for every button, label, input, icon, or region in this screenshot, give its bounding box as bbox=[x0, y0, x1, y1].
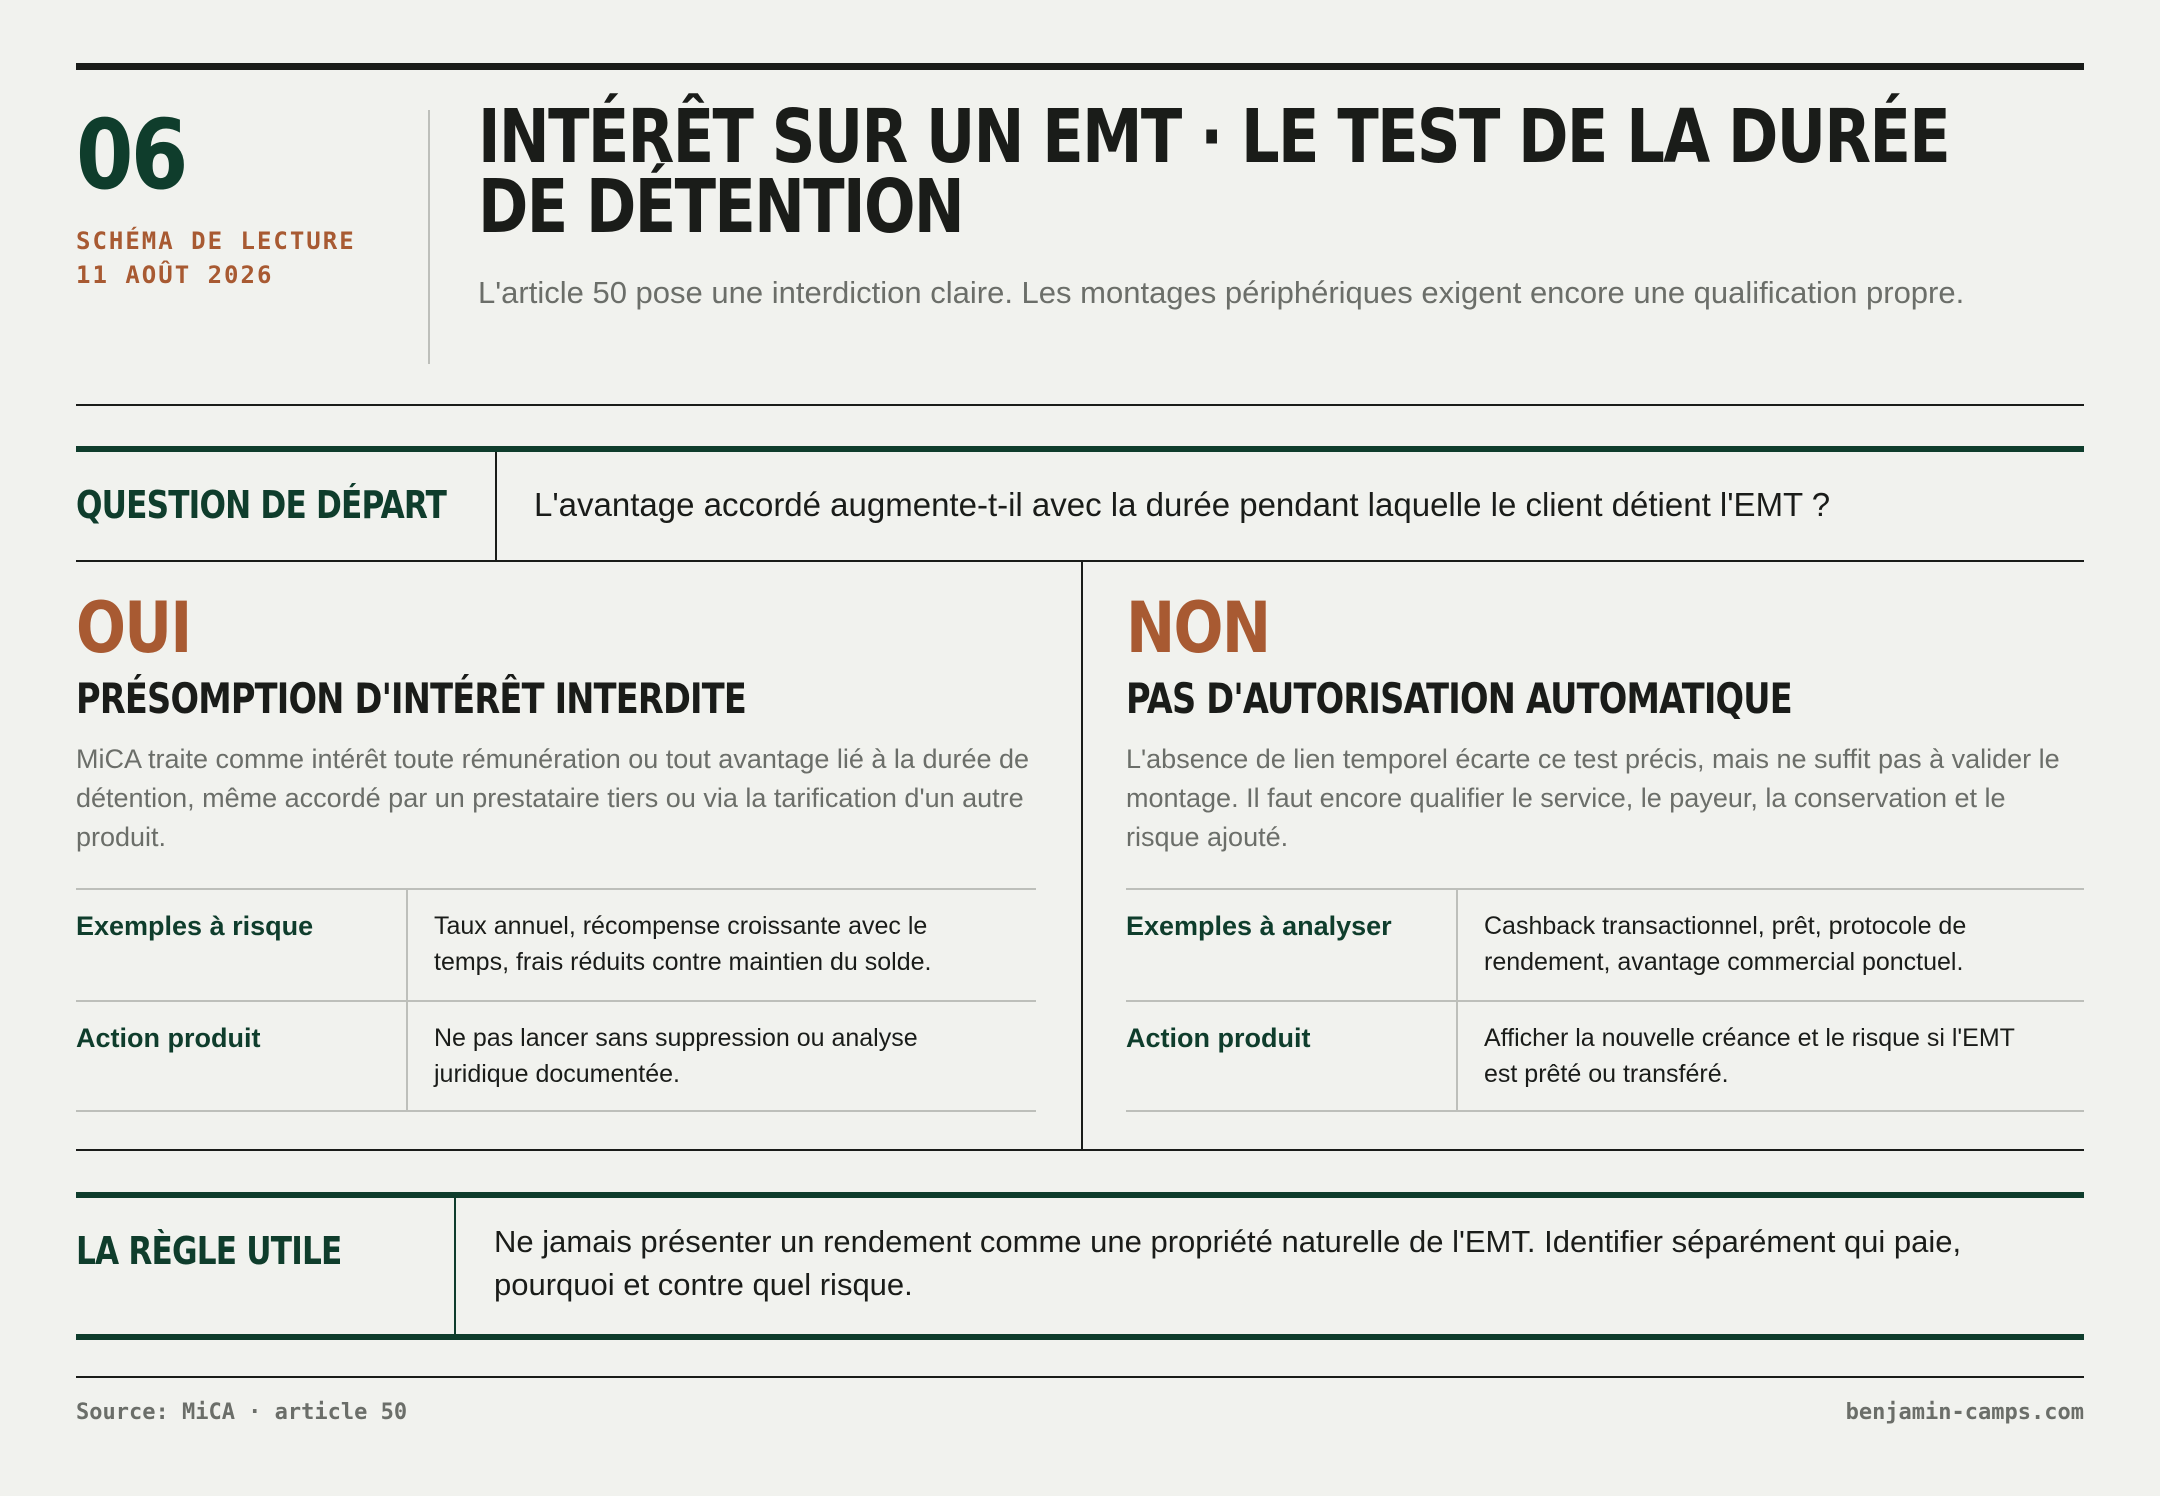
question-text: L'avantage accordé augmente-t-il avec la durée pendant laquelle le client détient l'EMT ? bbox=[534, 486, 1831, 523]
rule-top-rule bbox=[76, 1192, 2084, 1198]
row-key: Exemples à risque bbox=[76, 911, 314, 941]
row-separator bbox=[1456, 890, 1458, 1000]
verdict-yes: OUI bbox=[76, 587, 191, 669]
columns-bottom-rule bbox=[76, 1149, 2084, 1151]
header-divider bbox=[428, 110, 430, 364]
top-rule bbox=[76, 63, 2084, 70]
row-separator bbox=[406, 1002, 408, 1112]
question-block bbox=[76, 446, 2084, 562]
rule-block bbox=[76, 1192, 2084, 1340]
rule-text: Ne jamais présenter un rendement comme une propriété naturelle de l'EMT. Identifier séparément qui paie, pourquoi et contre quel risque. bbox=[494, 1224, 1962, 1302]
kicker bbox=[76, 224, 356, 292]
table-row bbox=[1126, 1000, 2084, 1112]
table-row bbox=[1126, 888, 2084, 1000]
row-value: Taux annuel, récompense croissante avec le temps, frais réduits contre maintien du solde. bbox=[434, 912, 932, 976]
column-yes bbox=[76, 560, 1036, 1150]
detail-table bbox=[76, 888, 1036, 1112]
site-link[interactable]: benjamin-camps.com bbox=[1845, 1400, 2084, 1425]
page-title: INTÉRÊT SUR UN EMT · LE TEST DE LA DURÉE DE DÉTENTION bbox=[478, 94, 1950, 250]
detail-table bbox=[1126, 888, 2084, 1112]
rule-label: LA RÈGLE UTILE bbox=[76, 1229, 342, 1273]
rule-bottom-rule bbox=[76, 1334, 2084, 1340]
column-heading: PRÉSOMPTION D'INTÉRÊT INTERDITE bbox=[76, 674, 747, 723]
verdict-no: NON bbox=[1126, 587, 1270, 669]
table-row bbox=[76, 1000, 1036, 1112]
header bbox=[76, 94, 2084, 400]
row-value: Ne pas lancer sans suppression ou analyse juridique documentée. bbox=[434, 1024, 918, 1088]
question-label: QUESTION DE DÉPART bbox=[76, 483, 447, 527]
rule-divider bbox=[454, 1198, 456, 1334]
header-bottom-rule bbox=[76, 404, 2084, 406]
column-description: L'absence de lien temporel écarte ce test précis, mais ne suffit pas à valider le montage. Il faut encore qualifier le service, le payeur, la conservation et le risque ajouté. bbox=[1126, 744, 2060, 852]
column-description: MiCA traite comme intérêt toute rémunération ou tout avantage lié à la durée de détention, même accordé par un prestataire tiers ou via la tarification d'un autre produit. bbox=[76, 744, 1030, 852]
row-key: Exemples à analyser bbox=[1126, 911, 1392, 941]
row-value: Afficher la nouvelle créance et le risque si l'EMT est prêté ou transféré. bbox=[1484, 1024, 2015, 1088]
row-key: Action produit bbox=[76, 1023, 261, 1053]
column-heading: PAS D'AUTORISATION AUTOMATIQUE bbox=[1126, 674, 1792, 723]
table-row bbox=[76, 888, 1036, 1000]
row-separator bbox=[1456, 1002, 1458, 1112]
issue-number: 06 bbox=[76, 99, 186, 211]
kicker-label: SCHÉMA DE LECTURE bbox=[76, 227, 356, 255]
source-citation: Source: MiCA · article 50 bbox=[76, 1400, 408, 1425]
row-key: Action produit bbox=[1126, 1023, 1311, 1053]
infographic-page bbox=[76, 0, 2084, 1496]
row-separator bbox=[406, 890, 408, 1000]
column-divider bbox=[1081, 560, 1083, 1150]
page-subtitle: L'article 50 pose une interdiction claire. Les montages périphériques exigent encore une qualification propre. bbox=[478, 275, 1965, 310]
kicker-date: 11 AOÛT 2026 bbox=[76, 261, 274, 289]
row-value: Cashback transactionnel, prêt, protocole de rendement, avantage commercial ponctuel. bbox=[1484, 912, 1967, 976]
question-top-rule bbox=[76, 446, 2084, 452]
question-divider bbox=[495, 452, 497, 562]
column-no bbox=[1126, 560, 2084, 1150]
footer-rule bbox=[76, 1376, 2084, 1378]
